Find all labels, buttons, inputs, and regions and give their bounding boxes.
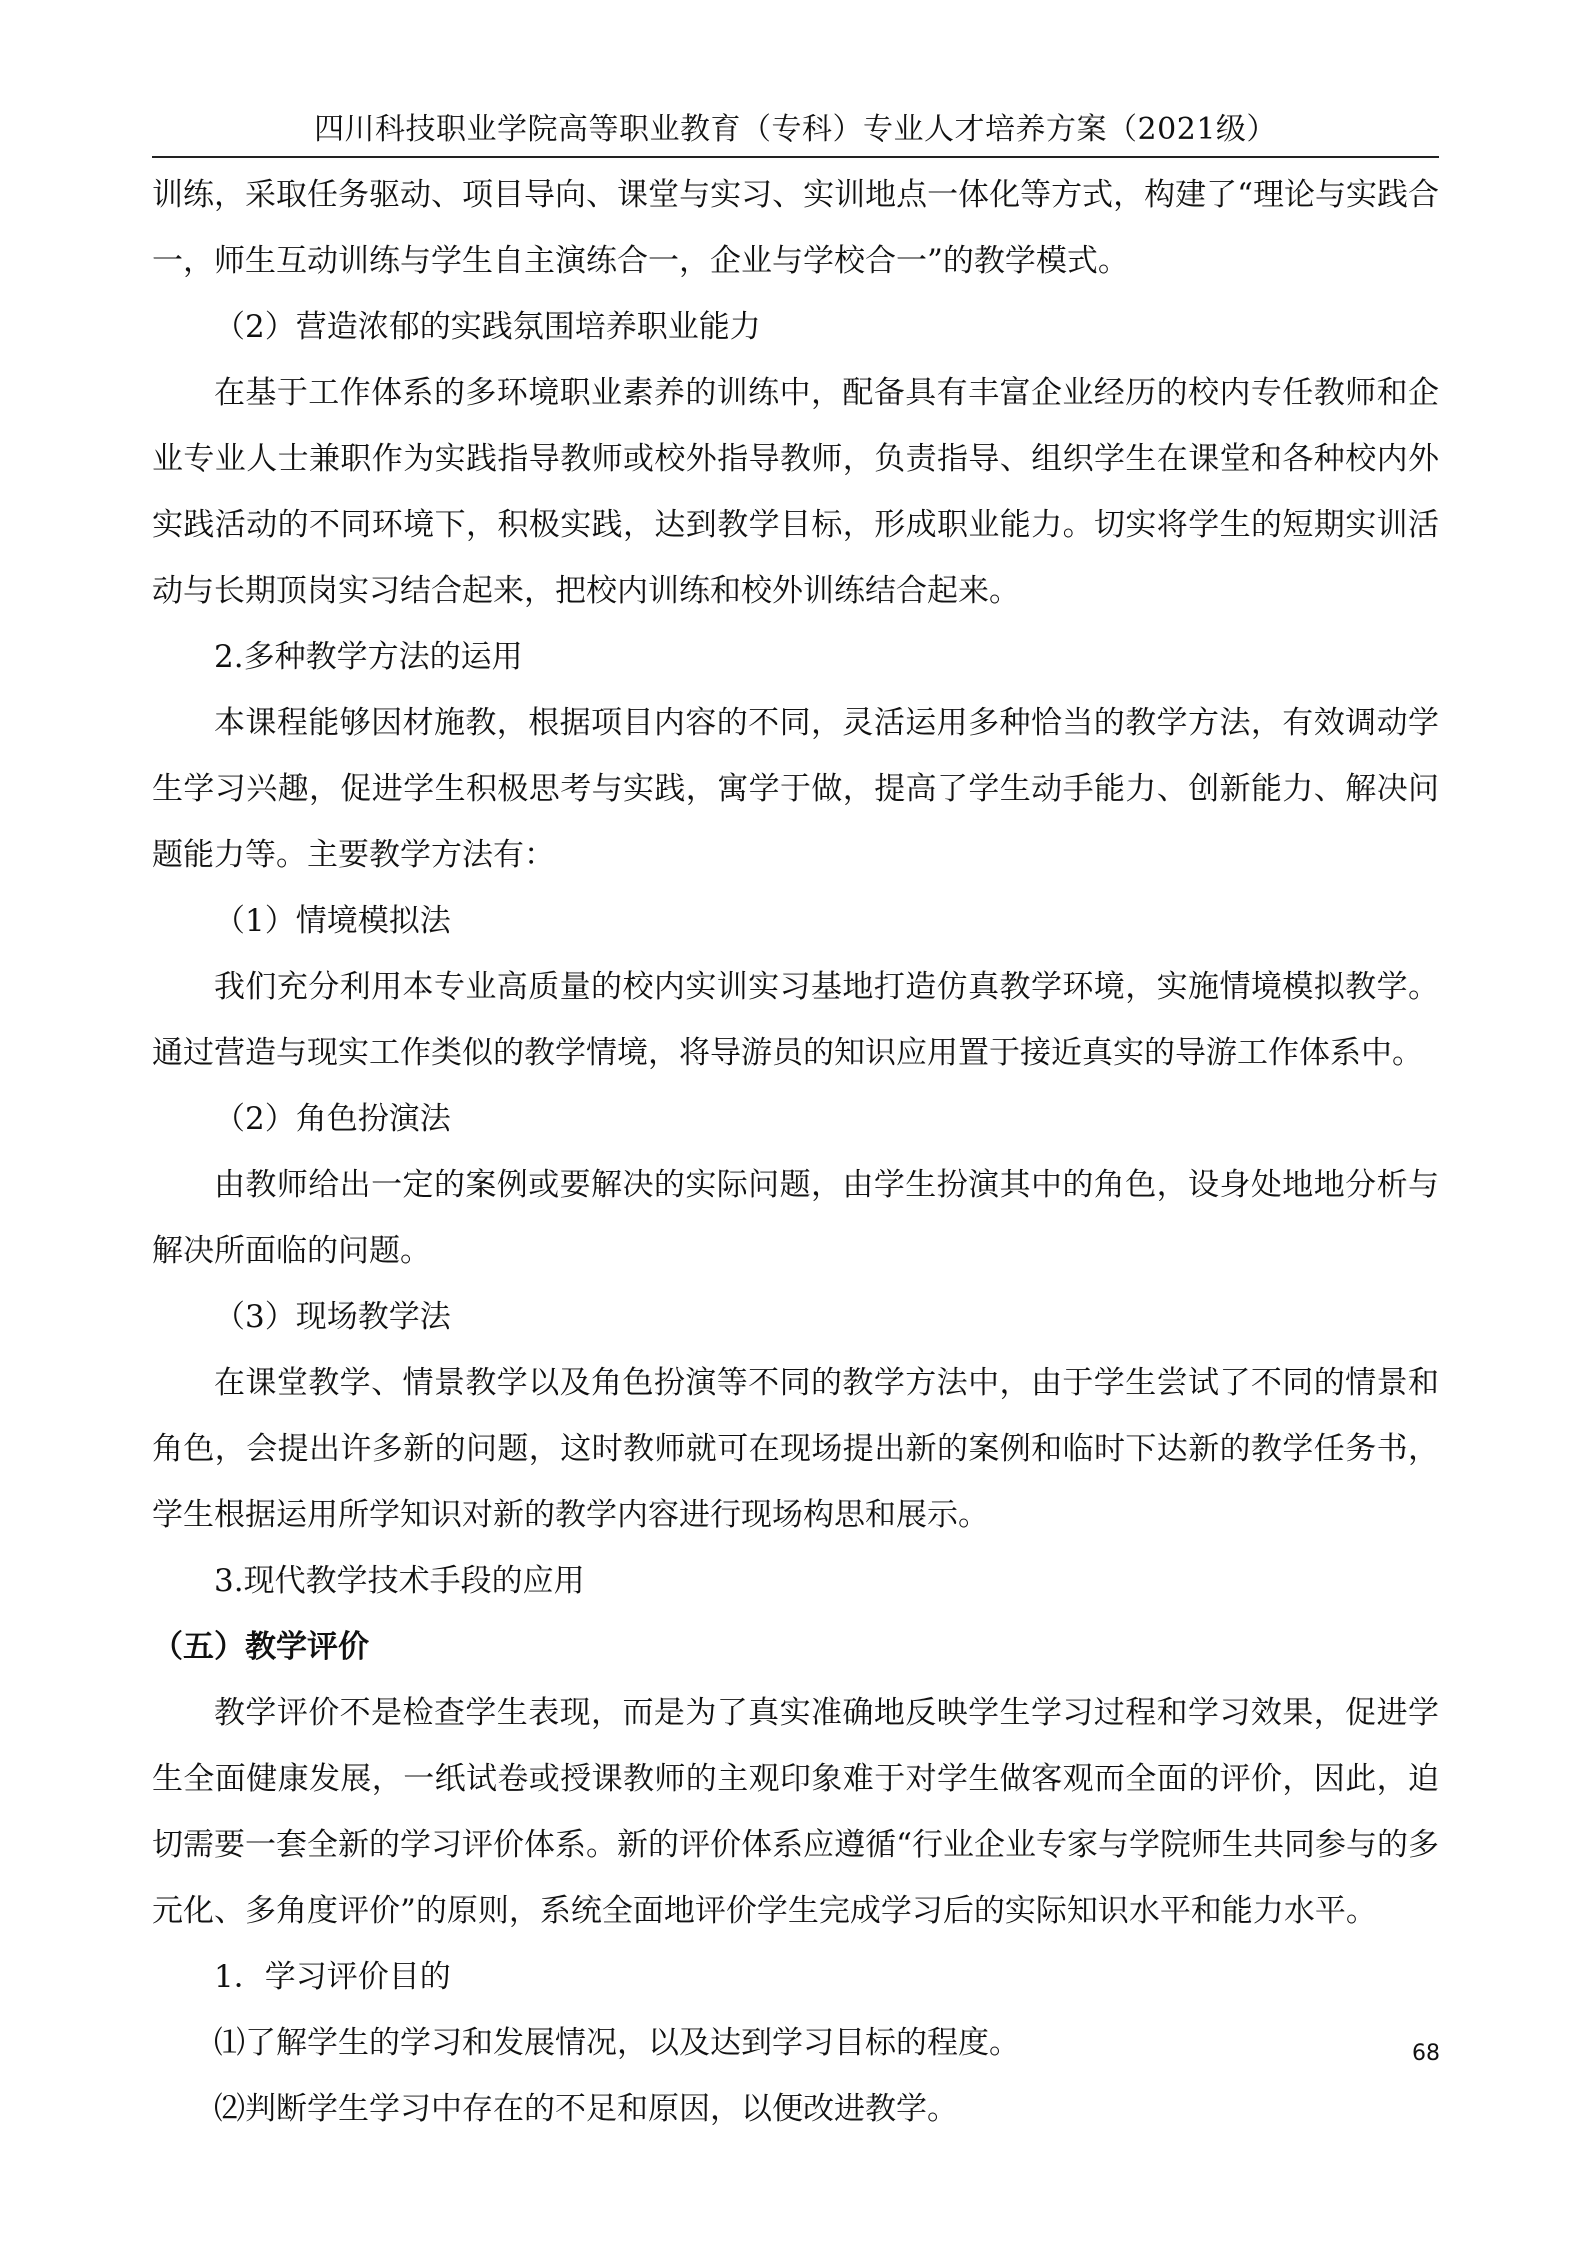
paragraph-situation-simulation: 我们充分利用本专业高质量的校内实训实习基地打造仿真教学环境，实施情境模拟教学。通过营造与现实工作类似的教学情境，将导游员的知识应用置于接近真实的导游工作体系中。 xyxy=(152,969,1439,1071)
list-item-purpose-1: ⑴了解学生的学习和发展情况，以及达到学习目标的程度。 xyxy=(214,2025,1020,2061)
subheading-practice-atmosphere: （2）营造浓郁的实践氛围培养职业能力 xyxy=(214,309,761,345)
paragraph-onsite-teaching: 在课堂教学、情景教学以及角色扮演等不同的教学方法中，由于学生尝试了不同的情景和角色，会提出许多新的问题，这时教师就可在现场提出新的案例和临时下达新的教学任务书，学生根据运用所学知识对新的教学内容进行现场构思和展示。 xyxy=(152,1365,1439,1533)
paragraph-teaching-methods: 本课程能够因材施教，根据项目内容的不同，灵活运用多种恰当的教学方法，有效调动学生学习兴趣，促进学生积极思考与实践，寓学于做，提高了学生动手能力、创新能力、解决问题能力等。主要教学方法有： xyxy=(152,705,1439,873)
subheading-role-play: （2）角色扮演法 xyxy=(214,1101,451,1137)
document-body xyxy=(152,162,1439,2142)
list-item-purpose-2: ⑵判断学生学习中存在的不足和原因，以便改进教学。 xyxy=(214,2091,958,2127)
subheading-evaluation-purpose: 1．学习评价目的 xyxy=(214,1959,451,1995)
paragraph-continuation: 训练，采取任务驱动、项目导向、课堂与实习、实训地点一体化等方式，构建了“理论与实践合一，师生互动训练与学生自主演练合一，企业与学校合一”的教学模式。 xyxy=(152,177,1439,279)
paragraph-teaching-evaluation: 教学评价不是检查学生表现，而是为了真实准确地反映学生学习过程和学习效果，促进学生全面健康发展，一纸试卷或授课教师的主观印象难于对学生做客观而全面的评价，因此，迫切需要一套全新的学习评价体系。新的评价体系应遵循“行业企业专家与学院师生共同参与的多元化、多角度评价”的原则，系统全面地评价学生完成学习后的实际知识水平和能力水平。 xyxy=(152,1695,1439,1929)
paragraph-practice-atmosphere: 在基于工作体系的多环境职业素养的训练中，配备具有丰富企业经历的校内专任教师和企业专业人士兼职作为实践指导教师或校外指导教师，负责指导、组织学生在课堂和各种校内外实践活动的不同环境下，积极实践，达到教学目标，形成职业能力。切实将学生的短期实训活动与长期顶岗实习结合起来，把校内训练和校外训练结合起来。 xyxy=(152,375,1439,609)
page-number: 68 xyxy=(1412,2041,1440,2066)
section-heading-teaching-evaluation: （五）教学评价 xyxy=(152,1629,369,1665)
subheading-onsite-teaching: （3）现场教学法 xyxy=(214,1299,451,1335)
subheading-modern-technology: 3.现代教学技术手段的应用 xyxy=(214,1563,585,1599)
subheading-situation-simulation: （1）情境模拟法 xyxy=(214,903,451,939)
header-divider xyxy=(152,156,1439,158)
subheading-teaching-methods: 2.多种教学方法的运用 xyxy=(214,639,523,675)
paragraph-role-play: 由教师给出一定的案例或要解决的实际问题，由学生扮演其中的角色，设身处地地分析与解决所面临的问题。 xyxy=(152,1167,1439,1269)
page-header-title: 四川科技职业学院高等职业教育（专科）专业人才培养方案（2021级） xyxy=(314,112,1277,147)
